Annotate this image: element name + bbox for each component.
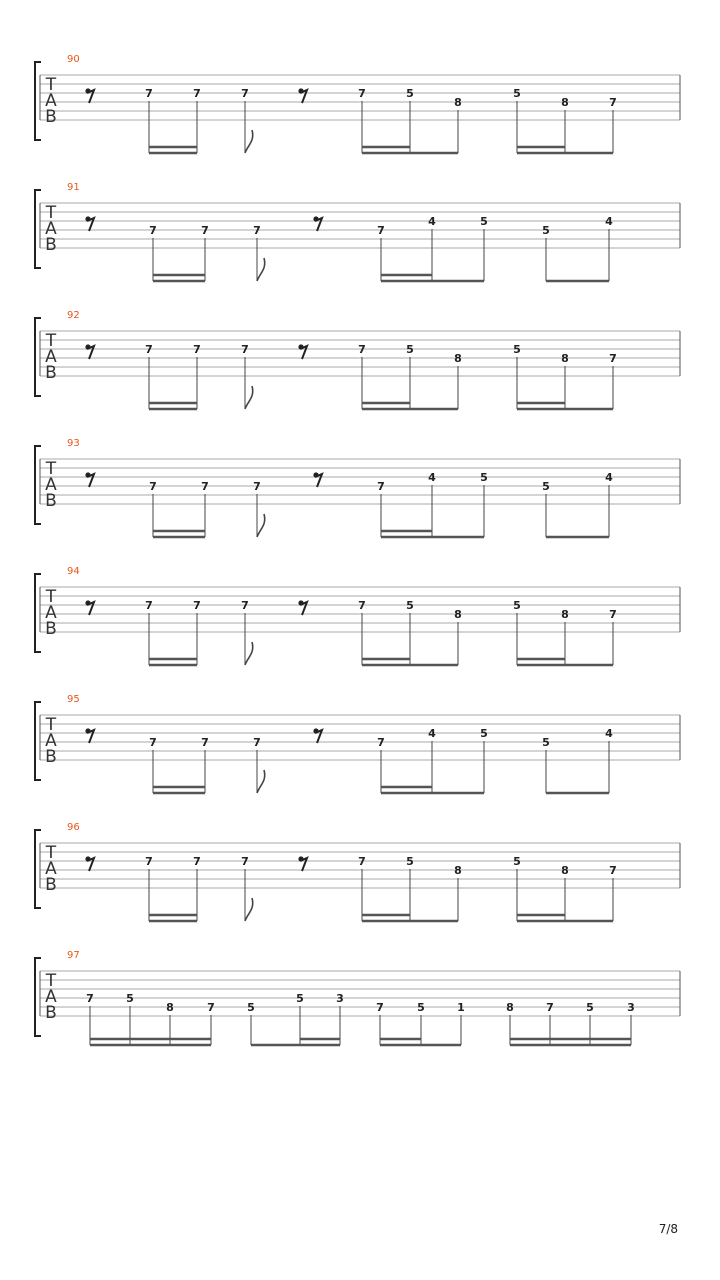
tab-clef-letter: B (45, 107, 57, 127)
fret-number: 7 (253, 736, 261, 749)
fret-number: 5 (406, 343, 414, 356)
eighth-rest-stroke (87, 858, 94, 871)
tab-system-96 (35, 822, 680, 921)
fret-number: 5 (406, 87, 414, 100)
eighth-rest-stroke (300, 346, 307, 359)
bar-number: 97 (67, 950, 80, 961)
fret-number: 8 (561, 864, 569, 877)
fret-number: 5 (480, 727, 488, 740)
page-number: 7/8 (658, 1222, 678, 1236)
fret-number: 7 (201, 480, 209, 493)
tab-system-90 (35, 54, 680, 153)
tab-clef-letter: A (45, 475, 57, 495)
fret-number: 5 (542, 224, 550, 237)
tab-clef-letter: B (45, 1003, 57, 1023)
tab-clef-letter: A (45, 219, 57, 239)
fret-number: 7 (207, 1001, 215, 1014)
fret-number: 7 (241, 599, 249, 612)
eighth-rest-stroke (315, 218, 322, 231)
bar-number: 95 (67, 694, 80, 705)
fret-number: 5 (513, 87, 521, 100)
fret-number: 5 (126, 992, 134, 1005)
fret-number: 7 (241, 855, 249, 868)
fret-number: 5 (513, 855, 521, 868)
fret-number: 4 (428, 215, 436, 228)
fret-number: 7 (546, 1001, 554, 1014)
fret-number: 8 (454, 352, 462, 365)
tab-clef-letter: A (45, 91, 57, 111)
fret-number: 7 (609, 608, 617, 621)
fret-number: 4 (605, 727, 613, 740)
tab-clef-letter: B (45, 747, 57, 767)
fret-number: 7 (358, 855, 366, 868)
eighth-rest-stroke (315, 474, 322, 487)
fret-number: 7 (145, 87, 153, 100)
fret-number: 7 (241, 343, 249, 356)
fret-number: 8 (506, 1001, 514, 1014)
note-flag (245, 130, 253, 153)
tab-clef-letter: T (45, 971, 57, 991)
tab-clef-letter: A (45, 603, 57, 623)
tab-system-93 (35, 438, 680, 537)
tab-clef-letter: B (45, 491, 57, 511)
fret-number: 7 (376, 1001, 384, 1014)
fret-number: 8 (454, 608, 462, 621)
note-flag (245, 642, 253, 665)
fret-number: 7 (149, 736, 157, 749)
fret-number: 7 (145, 343, 153, 356)
tab-clef-letter: T (45, 715, 57, 735)
fret-number: 5 (406, 599, 414, 612)
fret-number: 7 (193, 855, 201, 868)
eighth-rest-stroke (315, 730, 322, 743)
fret-number: 4 (605, 471, 613, 484)
tab-system-94 (35, 566, 680, 665)
tab-system-91 (35, 182, 680, 281)
fret-number: 7 (145, 855, 153, 868)
fret-number: 7 (149, 480, 157, 493)
fret-number: 7 (377, 224, 385, 237)
fret-number: 7 (358, 87, 366, 100)
fret-number: 4 (428, 471, 436, 484)
fret-number: 5 (542, 480, 550, 493)
tab-system-95 (35, 694, 680, 793)
tab-clef-letter: T (45, 75, 57, 95)
bar-number: 93 (67, 438, 80, 449)
fret-number: 8 (561, 352, 569, 365)
fret-number: 3 (336, 992, 344, 1005)
eighth-rest-stroke (87, 474, 94, 487)
fret-number: 8 (166, 1001, 174, 1014)
fret-number: 7 (609, 96, 617, 109)
bar-number: 90 (67, 54, 80, 65)
fret-number: 7 (193, 343, 201, 356)
fret-number: 7 (358, 599, 366, 612)
fret-number: 7 (609, 864, 617, 877)
note-flag (245, 898, 253, 921)
eighth-rest-stroke (300, 858, 307, 871)
tab-clef-letter: T (45, 843, 57, 863)
tab-system-97 (35, 950, 680, 1045)
fret-number: 7 (145, 599, 153, 612)
tab-system-92 (35, 310, 680, 409)
fret-number: 7 (377, 736, 385, 749)
fret-number: 7 (86, 992, 94, 1005)
fret-number: 7 (201, 736, 209, 749)
eighth-rest-stroke (87, 730, 94, 743)
tab-clef-letter: T (45, 587, 57, 607)
eighth-rest-stroke (87, 346, 94, 359)
fret-number: 5 (296, 992, 304, 1005)
tab-clef-letter: A (45, 731, 57, 751)
fret-number: 8 (561, 608, 569, 621)
tab-clef-letter: A (45, 859, 57, 879)
tab-clef-letter: T (45, 203, 57, 223)
fret-number: 8 (454, 864, 462, 877)
fret-number: 8 (561, 96, 569, 109)
eighth-rest-stroke (300, 602, 307, 615)
bar-number: 91 (67, 182, 80, 193)
bar-number: 96 (67, 822, 80, 833)
tab-clef-letter: B (45, 875, 57, 895)
tab-clef-letter: T (45, 459, 57, 479)
bar-number: 94 (67, 566, 80, 577)
fret-number: 5 (513, 343, 521, 356)
fret-number: 5 (480, 471, 488, 484)
eighth-rest-stroke (87, 602, 94, 615)
note-flag (245, 386, 253, 409)
fret-number: 8 (454, 96, 462, 109)
tab-clef-letter: B (45, 235, 57, 255)
fret-number: 7 (377, 480, 385, 493)
fret-number: 3 (627, 1001, 635, 1014)
tab-clef-letter: B (45, 619, 57, 639)
fret-number: 5 (480, 215, 488, 228)
fret-number: 5 (247, 1001, 255, 1014)
fret-number: 4 (605, 215, 613, 228)
eighth-rest-stroke (300, 90, 307, 103)
fret-number: 7 (609, 352, 617, 365)
fret-number: 5 (417, 1001, 425, 1014)
fret-number: 5 (406, 855, 414, 868)
fret-number: 4 (428, 727, 436, 740)
fret-number: 1 (457, 1001, 465, 1014)
fret-number: 5 (586, 1001, 594, 1014)
eighth-rest-stroke (87, 218, 94, 231)
fret-number: 5 (513, 599, 521, 612)
note-flag (257, 514, 265, 537)
fret-number: 7 (149, 224, 157, 237)
fret-number: 7 (193, 599, 201, 612)
tab-clef-letter: A (45, 347, 57, 367)
tab-clef-letter: A (45, 987, 57, 1007)
fret-number: 7 (253, 480, 261, 493)
fret-number: 7 (193, 87, 201, 100)
eighth-rest-stroke (87, 90, 94, 103)
note-flag (257, 770, 265, 793)
tab-clef-letter: T (45, 331, 57, 351)
tab-clef-letter: B (45, 363, 57, 383)
fret-number: 7 (358, 343, 366, 356)
note-flag (257, 258, 265, 281)
fret-number: 5 (542, 736, 550, 749)
bar-number: 92 (67, 310, 80, 321)
fret-number: 7 (253, 224, 261, 237)
fret-number: 7 (201, 224, 209, 237)
fret-number: 7 (241, 87, 249, 100)
